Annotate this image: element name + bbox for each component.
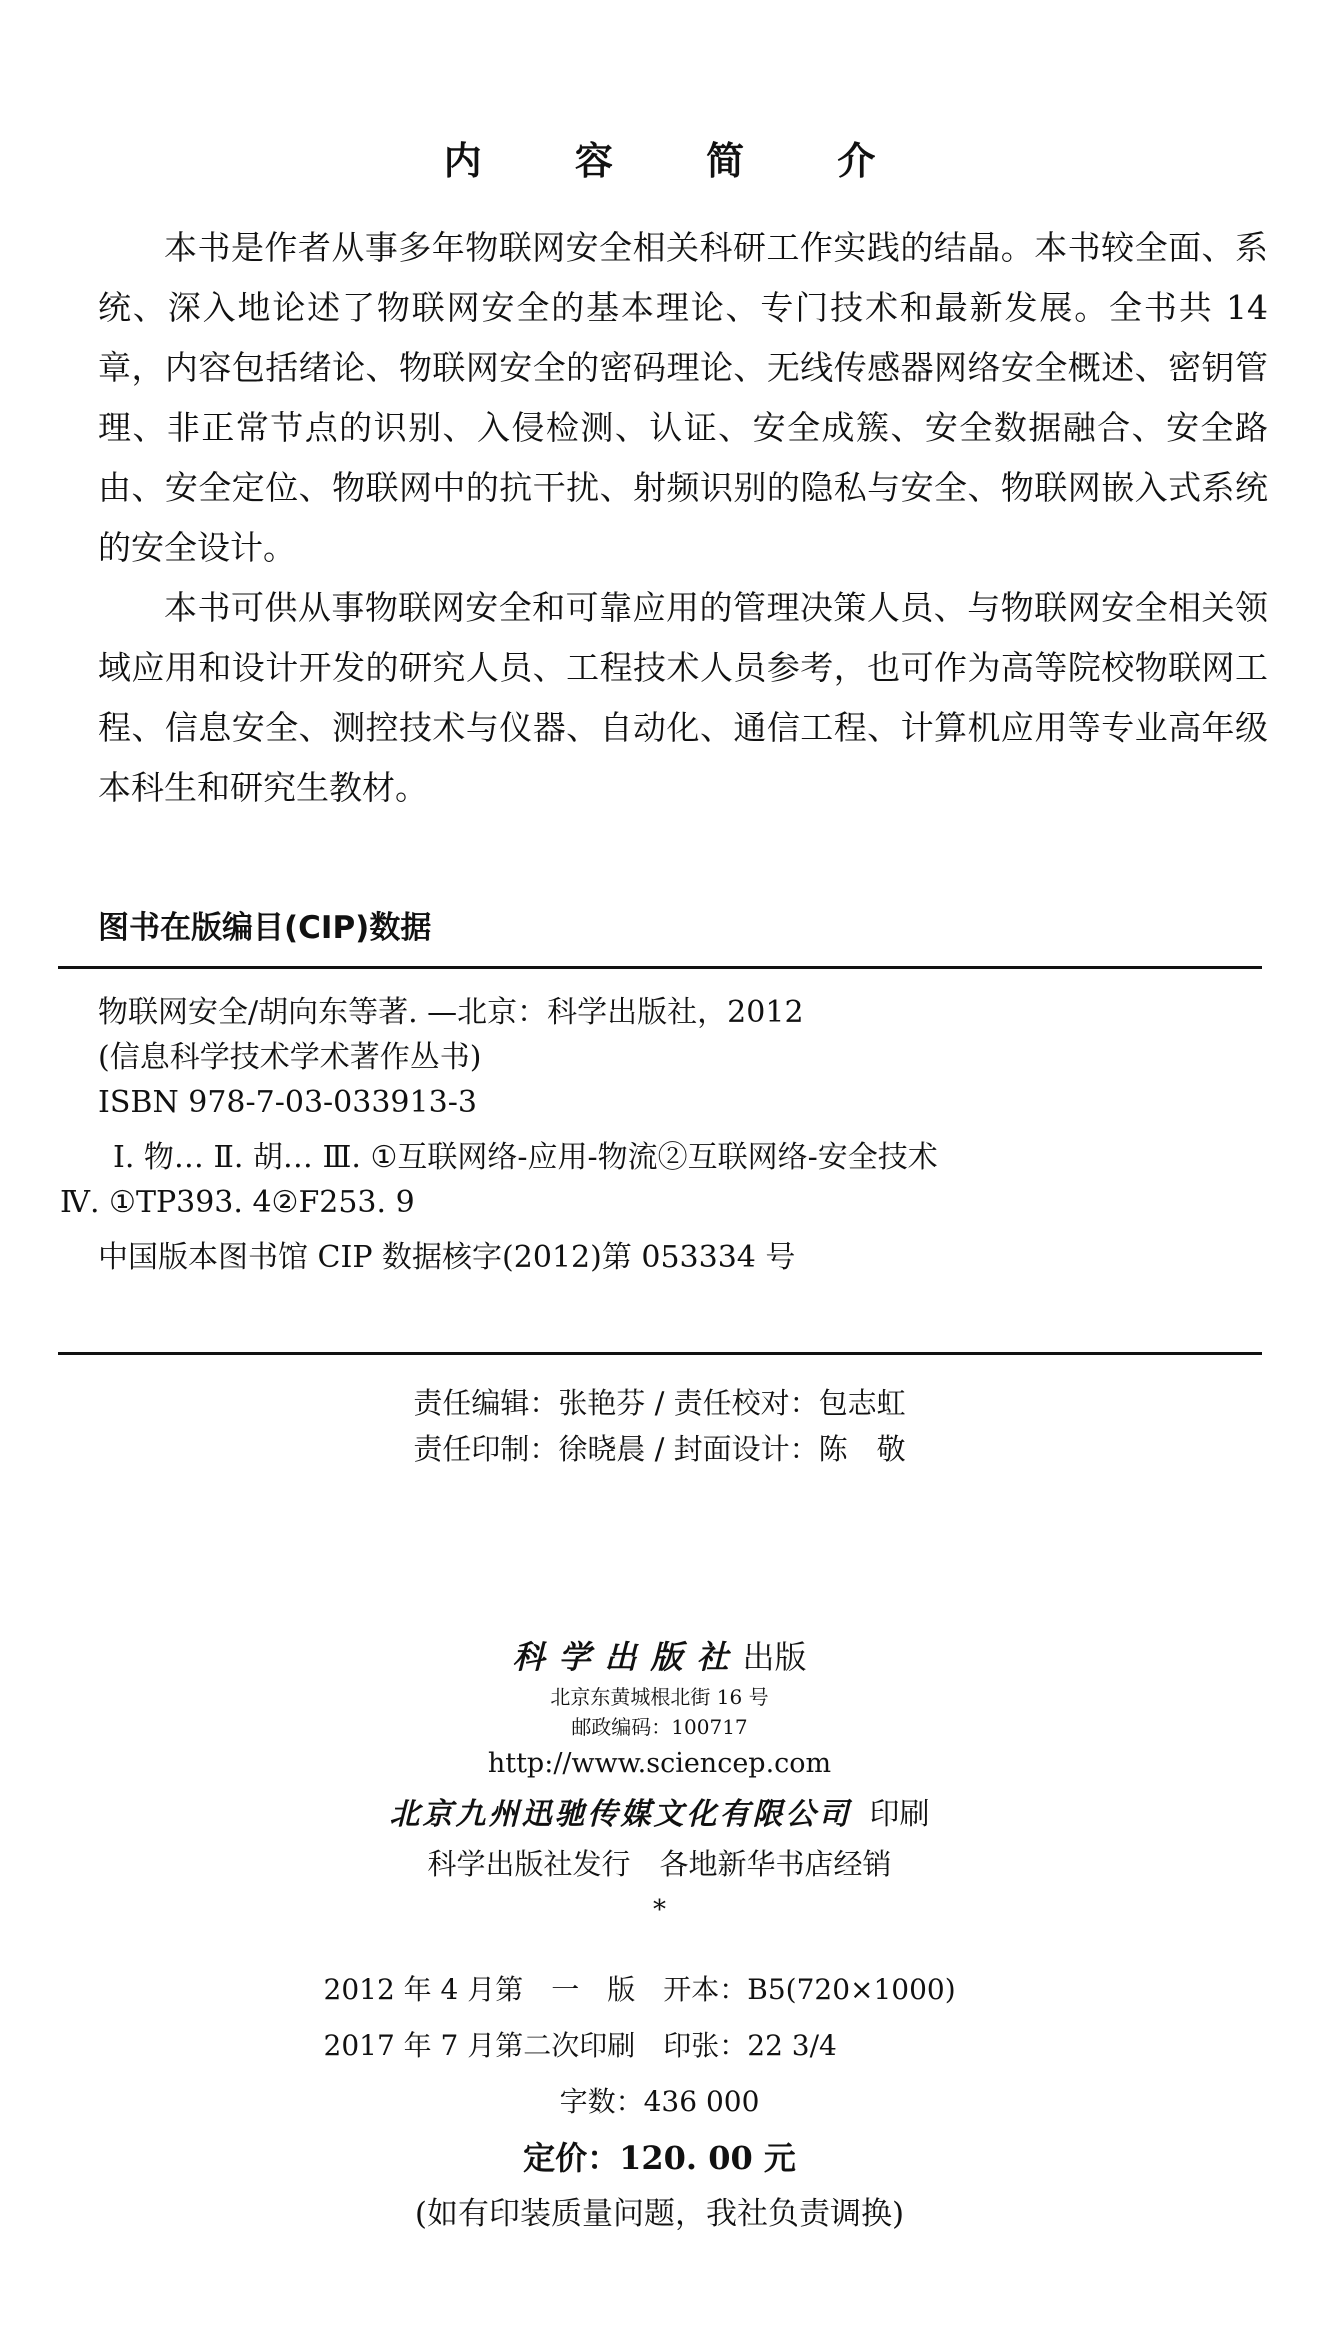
staff-line-2: 责任印制：徐晓晨 / 封面设计：陈 敬 bbox=[413, 1432, 906, 1466]
edition-first: 2012 年 4 月第 一 版 开本：B5(720×1000) bbox=[323, 1973, 956, 2006]
page-title: 内 容 简 介 bbox=[443, 139, 916, 183]
publisher-line bbox=[0, 1632, 1319, 1682]
price: 定价：120. 00 元 bbox=[523, 2139, 796, 2177]
word-count: 字数：436 000 bbox=[559, 2085, 760, 2118]
intro-paragraph-1: 本书是作者从事多年物联网安全相关科研工作实践的结晶。本书较全面、系统、深入地论述了物联网安全的基本理论、专门技术和最新发展。全书共 14 章，内容包括绪论、物联网安全的密码理论、无线传感器网络安全概述、密钥管理、非正常节点的识别、入侵检测、认证、安全成簇、安全数据融合、安全路由、安全定位、物联网中的抗干扰、射频识别的隐私与安全、物联网嵌入式系统的安全设计。 bbox=[98, 228, 1268, 567]
cip-line-title: 物联网安全/胡向东等著. —北京：科学出版社，2012 bbox=[98, 995, 804, 1030]
distribution-line: 科学出版社发行 各地新华书店经销 bbox=[427, 1847, 892, 1881]
cip-data-block bbox=[60, 990, 1258, 1280]
cip-line-series: (信息科学技术学术著作丛书) bbox=[98, 1040, 482, 1075]
publisher-address: 北京东黄城根北街 16 号 bbox=[550, 1685, 769, 1709]
cip-line-classification: Ⅰ. 物… Ⅱ. 胡… Ⅲ. ①互联网络-应用-物流②互联网络-安全技术 bbox=[113, 1140, 938, 1175]
staff-line-1: 责任编辑：张艳芬 / 责任校对：包志虹 bbox=[413, 1386, 906, 1420]
quality-note: (如有印装质量问题，我社负责调换) bbox=[414, 2196, 905, 2232]
publisher-name: 科学出版社 bbox=[512, 1638, 743, 1676]
cip-line-class-numbers: Ⅳ. ①TP393. 4②F253. 9 bbox=[60, 1185, 415, 1220]
publisher-action: 出版 bbox=[742, 1638, 807, 1676]
printer-name: 北京九州迅驰传媒文化有限公司 bbox=[389, 1797, 852, 1832]
publisher-url: http://www.sciencep.com bbox=[487, 1748, 832, 1779]
printer-action: 印刷 bbox=[869, 1797, 930, 1832]
intro-section bbox=[98, 218, 1268, 818]
separator-star: * bbox=[653, 1895, 666, 1925]
cip-header: 图书在版编目(CIP)数据 bbox=[98, 910, 432, 946]
cip-line-record-number: 中国版本图书馆 CIP 数据核字(2012)第 053334 号 bbox=[98, 1240, 796, 1275]
cip-line-isbn: ISBN 978-7-03-033913-3 bbox=[98, 1085, 477, 1120]
publisher-postcode: 邮政编码：100717 bbox=[571, 1715, 748, 1739]
divider-bottom bbox=[58, 1352, 1262, 1355]
edition-reprint: 2017 年 7 月第二次印刷 印张：22 3/4 bbox=[323, 2029, 837, 2062]
editorial-staff bbox=[0, 1380, 1319, 1472]
divider-top bbox=[58, 966, 1262, 969]
intro-paragraph-2: 本书可供从事物联网安全和可靠应用的管理决策人员、与物联网安全相关领域应用和设计开发的研究人员、工程技术人员参考，也可作为高等院校物联网工程、信息安全、测控技术与仪器、自动化、通信工程、计算机应用等专业高年级本科生和研究生教材。 bbox=[98, 588, 1268, 807]
edition-block bbox=[0, 1962, 1319, 2242]
printer-line bbox=[0, 1790, 1319, 1840]
publisher-block bbox=[0, 1632, 1319, 1930]
